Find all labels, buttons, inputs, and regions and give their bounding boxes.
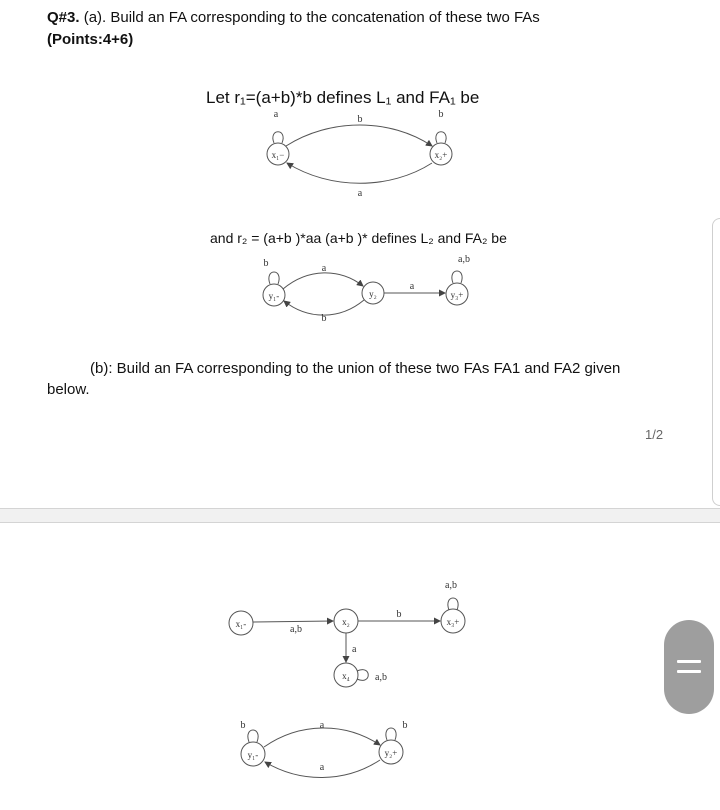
fa2-state-1-label: y₁- bbox=[268, 291, 280, 301]
fa1-edge-top bbox=[286, 125, 432, 146]
points-label: (Points:4+6) bbox=[47, 31, 134, 48]
fa1-state-final-label: x₂+ bbox=[434, 150, 448, 160]
edge-x2-x4-label: a bbox=[352, 644, 357, 655]
fa1-diagram bbox=[267, 109, 452, 199]
fa2-state-2-label: y₂ bbox=[369, 289, 377, 299]
fa1-edge-bottom bbox=[287, 163, 432, 183]
fa2-edge-21-label: b bbox=[321, 313, 327, 324]
x3-loop bbox=[448, 598, 458, 610]
fa1-loop-start-label: a bbox=[273, 109, 279, 120]
y1-loop-label: b bbox=[240, 720, 246, 731]
union-diagram-y bbox=[241, 720, 408, 778]
fa1-loop-start bbox=[273, 132, 283, 143]
fa2-edge-23-label: a bbox=[409, 281, 415, 292]
fa2-loop-1 bbox=[269, 272, 279, 284]
x2-state-label: x₂ bbox=[342, 617, 350, 627]
edge-x1-x2 bbox=[253, 621, 333, 622]
fa1-edge-top-label: b bbox=[357, 114, 363, 125]
edge-y1-y2-label: a bbox=[319, 720, 325, 731]
y1-state-label: y₁- bbox=[247, 750, 259, 760]
fa2-loop-1-label: b bbox=[263, 258, 269, 269]
part-b-text: (b): Build an FA corresponding to the union of these two FAs FA1 and FA2 given below. bbox=[47, 360, 621, 398]
fa2-diagram bbox=[263, 254, 470, 324]
fa1-state-start-label: x₁− bbox=[271, 150, 285, 160]
y2-loop bbox=[386, 728, 396, 740]
x4-loop-label: a,b bbox=[375, 672, 387, 683]
fa2-edge-12 bbox=[283, 273, 363, 289]
x4-state-label: x₄ bbox=[342, 671, 350, 681]
x3-loop-label: a,b bbox=[445, 580, 457, 591]
question-number: Q#3. bbox=[47, 9, 80, 26]
x4-loop bbox=[357, 670, 368, 681]
x1-state-label: x₁- bbox=[235, 619, 247, 629]
page-indicator: 1/2 bbox=[645, 427, 664, 442]
fa2-state-3-label: y₃+ bbox=[450, 290, 464, 300]
fa1-loop-final-label: b bbox=[438, 109, 444, 120]
y2-state-label: y₂+ bbox=[384, 748, 398, 758]
edge-x1-x2-label: a,b bbox=[290, 624, 302, 635]
fa2-loop-3 bbox=[452, 271, 462, 283]
y2-loop-label: b bbox=[402, 720, 408, 731]
fa1-edge-bottom-label: a bbox=[357, 188, 363, 199]
part-a-text: (a). Build an FA corresponding to the concatenation of these two FAs bbox=[83, 9, 540, 26]
y1-loop bbox=[248, 730, 258, 742]
fa1-caption: Let r₁=(a+b)*b defines L₁ and FA₁ be bbox=[206, 88, 480, 107]
fa2-loop-3-label: a,b bbox=[458, 254, 470, 265]
fa2-caption: and r₂ = (a+b )*aa (a+b )* defines L₂ and FA₂ be bbox=[210, 230, 507, 246]
fa1-loop-final bbox=[436, 132, 446, 143]
x3-state-label: x₃+ bbox=[446, 617, 460, 627]
fa2-edge-12-label: a bbox=[321, 263, 327, 274]
union-diagram-x bbox=[229, 580, 465, 687]
edge-y2-y1-label: a bbox=[319, 762, 325, 773]
edge-x2-x3-label: b bbox=[396, 609, 402, 620]
